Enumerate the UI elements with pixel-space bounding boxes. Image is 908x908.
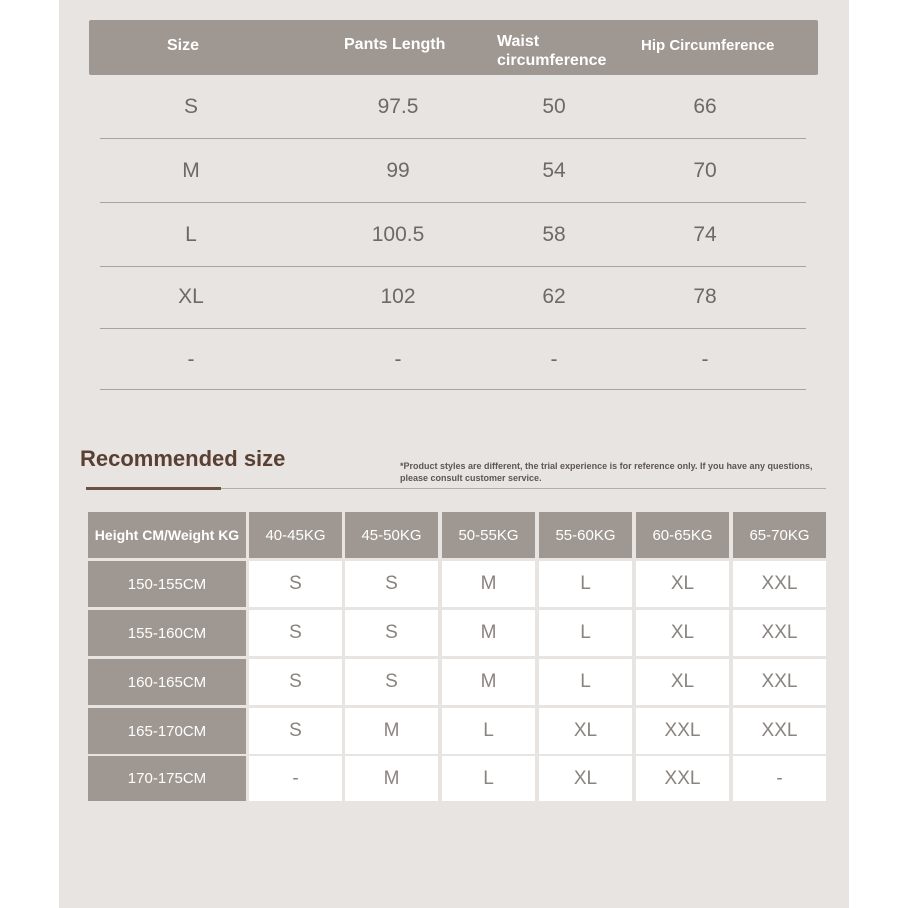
size-table-header	[89, 20, 818, 75]
grid-cell-size: XXL	[733, 610, 826, 656]
header-size: Size	[167, 37, 200, 54]
grid-cell-size: M	[442, 659, 535, 705]
grid-corner-label: Height CM/Weight KG	[88, 512, 246, 558]
grid-cell-size: XL	[636, 561, 729, 607]
grid-cell-size: S	[249, 610, 342, 656]
grid-cell-size: L	[442, 708, 535, 754]
grid-cell-size: -	[733, 756, 826, 801]
cell-pants-length: 99	[386, 159, 410, 182]
cell-pants-length: 97.5	[377, 95, 419, 118]
grid-cell-size: XL	[539, 708, 632, 754]
grid-cell-size: L	[539, 610, 632, 656]
grid-cell-size: S	[345, 659, 438, 705]
cell-size: S	[183, 95, 198, 118]
grid-cell-size: XXL	[733, 659, 826, 705]
grid-cell-size: S	[345, 610, 438, 656]
grid-cell-size: L	[442, 756, 535, 801]
table-row	[100, 266, 806, 329]
weight-header: 60-65KG	[636, 512, 729, 558]
grid-cell-size: S	[345, 561, 438, 607]
recommended-title: Recommended size	[80, 446, 286, 471]
weight-header: 45-50KG	[345, 512, 438, 558]
weight-header: 55-60KG	[539, 512, 632, 558]
grid-cell-size: M	[345, 708, 438, 754]
height-label: 150-155CM	[88, 561, 246, 607]
grid-cell-size: XXL	[733, 708, 826, 754]
grid-cell-size: XXL	[733, 561, 826, 607]
weight-header: 50-55KG	[442, 512, 535, 558]
grid-cell-size: L	[539, 659, 632, 705]
grid-cell-size: XL	[539, 756, 632, 801]
cell-waist: 50	[542, 95, 566, 118]
grid-cell-size: XL	[636, 659, 729, 705]
height-label: 165-170CM	[88, 708, 246, 754]
header-waist: Waist circumference	[497, 33, 607, 69]
cell-waist: 58	[542, 223, 566, 246]
header-pants-length: Pants Length	[344, 36, 446, 53]
cell-size: L	[185, 223, 197, 246]
height-label: 155-160CM	[88, 610, 246, 656]
grid-cell-size: M	[442, 561, 535, 607]
grid-cell-size: S	[249, 659, 342, 705]
grid-cell-size: L	[539, 561, 632, 607]
grid-cell-size: S	[249, 561, 342, 607]
grid-cell-size: XXL	[636, 708, 729, 754]
height-label: 160-165CM	[88, 659, 246, 705]
grid-cell-size: M	[442, 610, 535, 656]
grid-cell-size: XXL	[636, 756, 729, 801]
cell-hip: 74	[693, 223, 717, 246]
cell-size: -	[187, 348, 195, 371]
weight-header: 65-70KG	[733, 512, 826, 558]
table-row	[100, 140, 806, 203]
cell-hip: 78	[693, 285, 717, 308]
cell-size: XL	[178, 285, 204, 308]
cell-hip: 66	[693, 95, 717, 118]
recommended-note: *Product styles are different, the trial experience is for reference only. If you have any questions, please consult customer service.	[400, 461, 813, 483]
weight-header: 40-45KG	[249, 512, 342, 558]
grid-cell-size: XL	[636, 610, 729, 656]
cell-pants-length: -	[394, 348, 402, 371]
table-row	[100, 331, 806, 390]
grid-cell-size: -	[249, 756, 342, 801]
grid-cell-size: M	[345, 756, 438, 801]
cell-pants-length: 102	[380, 285, 416, 308]
cell-hip: -	[701, 348, 709, 371]
cell-hip: 70	[693, 159, 717, 182]
cell-waist: -	[550, 348, 558, 371]
cell-waist: 62	[542, 285, 566, 308]
grid-cell-size: S	[249, 708, 342, 754]
cell-waist: 54	[542, 159, 566, 182]
cell-size: M	[182, 159, 200, 182]
height-label: 170-175CM	[88, 756, 246, 801]
header-hip: Hip Circumference	[641, 37, 775, 54]
divider-accent	[86, 487, 221, 490]
cell-pants-length: 100.5	[371, 223, 425, 246]
table-row	[100, 76, 806, 139]
table-row	[100, 204, 806, 267]
